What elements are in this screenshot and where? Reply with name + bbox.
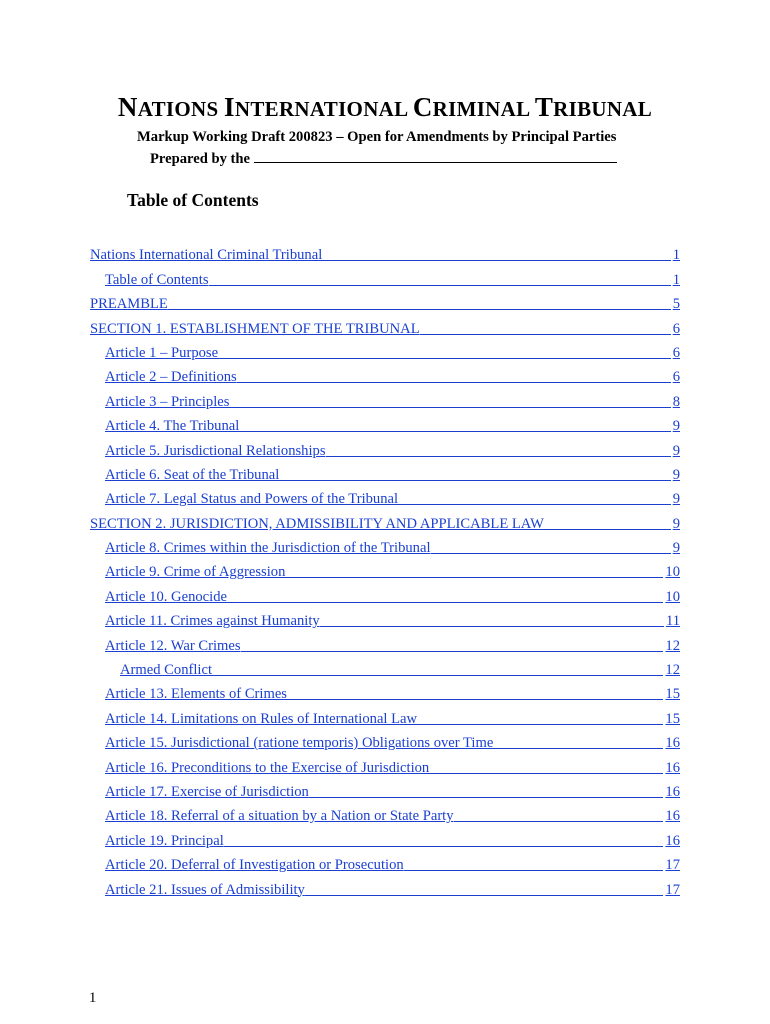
- toc-entry-title[interactable]: Article 18. Referral of a situation by a Nation or State Party: [105, 808, 454, 825]
- toc-entry[interactable]: [90, 629, 680, 653]
- title-word-3: CRIMINAL: [412, 92, 535, 122]
- title-word-4: TRIBUNAL: [534, 92, 653, 122]
- toc-entry-page[interactable]: 12: [665, 662, 680, 679]
- toc-leader-line: [322, 245, 670, 261]
- toc-entry[interactable]: [90, 483, 680, 507]
- toc-leader-line: [309, 782, 664, 798]
- toc-entry[interactable]: [90, 410, 680, 434]
- toc-entry-page[interactable]: 16: [665, 783, 680, 800]
- toc-entry-title[interactable]: Article 4. The Tribunal: [105, 418, 240, 435]
- toc-entry-title[interactable]: Article 9. Crime of Aggression: [105, 564, 286, 581]
- toc-entry-page[interactable]: 16: [665, 832, 680, 849]
- toc-entry-title[interactable]: Article 19. Principal: [105, 832, 224, 849]
- toc-entry[interactable]: [90, 507, 680, 531]
- toc-entry[interactable]: [90, 702, 680, 726]
- toc-entry[interactable]: [90, 556, 680, 580]
- toc-entry-page[interactable]: 6: [672, 344, 680, 361]
- toc-entry-page[interactable]: 9: [672, 491, 680, 508]
- prepared-by-label: Prepared by the: [150, 151, 250, 167]
- toc-entry-title[interactable]: SECTION 1. ESTABLISHMENT OF THE TRIBUNAL: [90, 320, 420, 337]
- toc-entry-page[interactable]: 9: [672, 442, 680, 459]
- toc-entry[interactable]: [90, 727, 680, 751]
- toc-entry-page[interactable]: 1: [672, 247, 680, 264]
- toc-entry-page[interactable]: 6: [672, 320, 680, 337]
- toc-entry-page[interactable]: 17: [665, 857, 680, 874]
- toc-entry[interactable]: [90, 800, 680, 824]
- toc-entry-page[interactable]: 12: [665, 637, 680, 654]
- toc-entry-title[interactable]: Article 21. Issues of Admissibility: [105, 881, 305, 898]
- toc-entry[interactable]: [90, 824, 680, 848]
- toc-leader-line: [320, 611, 664, 627]
- toc-leader-line: [168, 294, 671, 310]
- toc-leader-line: [417, 709, 663, 725]
- toc-entry-title[interactable]: Article 10. Genocide: [105, 588, 227, 605]
- toc-leader-line: [212, 660, 663, 676]
- toc-entry-page[interactable]: 10: [665, 564, 680, 581]
- toc-leader-line: [544, 514, 671, 530]
- table-of-contents: [90, 239, 680, 898]
- toc-entry-title[interactable]: Armed Conflict: [120, 662, 213, 679]
- toc-entry-title[interactable]: Article 15. Jurisdictional (ratione temporis) Obligations over Time: [105, 735, 494, 752]
- toc-entry[interactable]: [90, 605, 680, 629]
- toc-leader-line: [287, 684, 663, 700]
- toc-leader-line: [209, 270, 671, 286]
- toc-heading: Table of Contents: [127, 190, 259, 210]
- title-word-2: INTERNATIONAL: [224, 92, 413, 122]
- toc-entry[interactable]: [90, 678, 680, 702]
- prepared-by-line: [150, 148, 617, 168]
- document-title: [0, 92, 770, 123]
- toc-entry-page[interactable]: 11: [665, 613, 680, 630]
- toc-entry[interactable]: [90, 337, 680, 361]
- toc-entry-title[interactable]: Table of Contents: [105, 271, 209, 288]
- toc-leader-line: [326, 441, 671, 457]
- toc-entry-title[interactable]: Article 20. Deferral of Investigation or Prosecution: [105, 857, 404, 874]
- toc-leader-line: [218, 343, 671, 359]
- toc-entry-title[interactable]: PREAMBLE: [90, 296, 168, 313]
- toc-entry-page[interactable]: 6: [672, 369, 680, 386]
- toc-entry[interactable]: [90, 873, 680, 897]
- toc-entry[interactable]: [90, 532, 680, 556]
- toc-entry-title[interactable]: Article 16. Preconditions to the Exercise of Jurisdiction: [105, 759, 430, 776]
- toc-leader-line: [229, 392, 670, 408]
- toc-leader-line: [279, 465, 670, 481]
- toc-entry-page[interactable]: 16: [665, 735, 680, 752]
- toc-entry-page[interactable]: 8: [672, 393, 680, 410]
- toc-entry-page[interactable]: 9: [672, 515, 680, 532]
- page-number: 1: [89, 990, 97, 1006]
- toc-entry-page[interactable]: 16: [665, 759, 680, 776]
- toc-entry[interactable]: [90, 654, 680, 678]
- document-subtitle: Markup Working Draft 200823 – Open for Amendments by Principal Parties: [137, 129, 617, 145]
- toc-entry[interactable]: [90, 312, 680, 336]
- toc-entry-title[interactable]: Article 2 – Definitions: [105, 369, 237, 386]
- toc-entry-page[interactable]: 15: [665, 686, 680, 703]
- toc-entry-title[interactable]: Article 1 – Purpose: [105, 344, 219, 361]
- toc-entry[interactable]: [90, 434, 680, 458]
- toc-entry[interactable]: [90, 849, 680, 873]
- toc-entry-title[interactable]: Article 11. Crimes against Humanity: [105, 613, 320, 630]
- toc-entry-title[interactable]: Article 12. War Crimes: [105, 637, 241, 654]
- toc-entry[interactable]: [90, 385, 680, 409]
- toc-entry[interactable]: [90, 239, 680, 263]
- title-word-1: NATIONS: [117, 92, 225, 122]
- toc-leader-line: [237, 367, 671, 383]
- toc-leader-line: [429, 758, 663, 774]
- toc-leader-line: [227, 587, 663, 603]
- toc-entry-title[interactable]: Article 13. Elements of Crimes: [105, 686, 287, 703]
- toc-leader-line: [239, 416, 670, 432]
- toc-entry-page[interactable]: 10: [665, 588, 680, 605]
- toc-leader-line: [420, 319, 671, 335]
- toc-entry-title[interactable]: Article 3 – Principles: [105, 393, 230, 410]
- toc-leader-line: [493, 733, 663, 749]
- toc-entry-title[interactable]: Article 5. Jurisdictional Relationships: [105, 442, 326, 459]
- toc-entry-title[interactable]: SECTION 2. JURISDICTION, ADMISSIBILITY AND APPLICABLE LAW: [90, 515, 544, 532]
- toc-entry[interactable]: [90, 361, 680, 385]
- toc-leader-line: [305, 880, 664, 896]
- toc-entry[interactable]: [90, 288, 680, 312]
- toc-entry-page[interactable]: 9: [672, 540, 680, 557]
- toc-entry-page[interactable]: 15: [665, 710, 680, 727]
- toc-entry-title[interactable]: Article 17. Exercise of Jurisdiction: [105, 783, 309, 800]
- toc-entry[interactable]: [90, 776, 680, 800]
- toc-leader-line: [454, 806, 664, 822]
- prepared-by-blank: [254, 148, 617, 163]
- toc-leader-line: [431, 538, 671, 554]
- toc-entry[interactable]: [90, 580, 680, 604]
- toc-leader-line: [404, 855, 664, 871]
- toc-leader-line: [285, 562, 663, 578]
- toc-entry-page[interactable]: 9: [672, 418, 680, 435]
- toc-entry-page[interactable]: 16: [665, 808, 680, 825]
- toc-entry-page[interactable]: 17: [665, 881, 680, 898]
- toc-entry-title[interactable]: Article 6. Seat of the Tribunal: [105, 466, 280, 483]
- toc-entry-page[interactable]: 1: [672, 271, 680, 288]
- toc-leader-line: [241, 636, 664, 652]
- toc-entry[interactable]: [90, 459, 680, 483]
- toc-entry-title[interactable]: Article 14. Limitations on Rules of International Law: [105, 710, 418, 727]
- toc-entry[interactable]: [90, 751, 680, 775]
- toc-entry-title[interactable]: Article 8. Crimes within the Jurisdiction of the Tribunal: [105, 540, 431, 557]
- toc-entry-page[interactable]: 9: [672, 466, 680, 483]
- toc-entry-title[interactable]: Article 7. Legal Status and Powers of the Tribunal: [105, 491, 399, 508]
- toc-leader-line: [224, 831, 664, 847]
- toc-entry-page[interactable]: 5: [672, 296, 680, 313]
- toc-leader-line: [398, 489, 671, 505]
- toc-entry[interactable]: [90, 263, 680, 287]
- toc-entry-title[interactable]: Nations International Criminal Tribunal: [90, 247, 323, 264]
